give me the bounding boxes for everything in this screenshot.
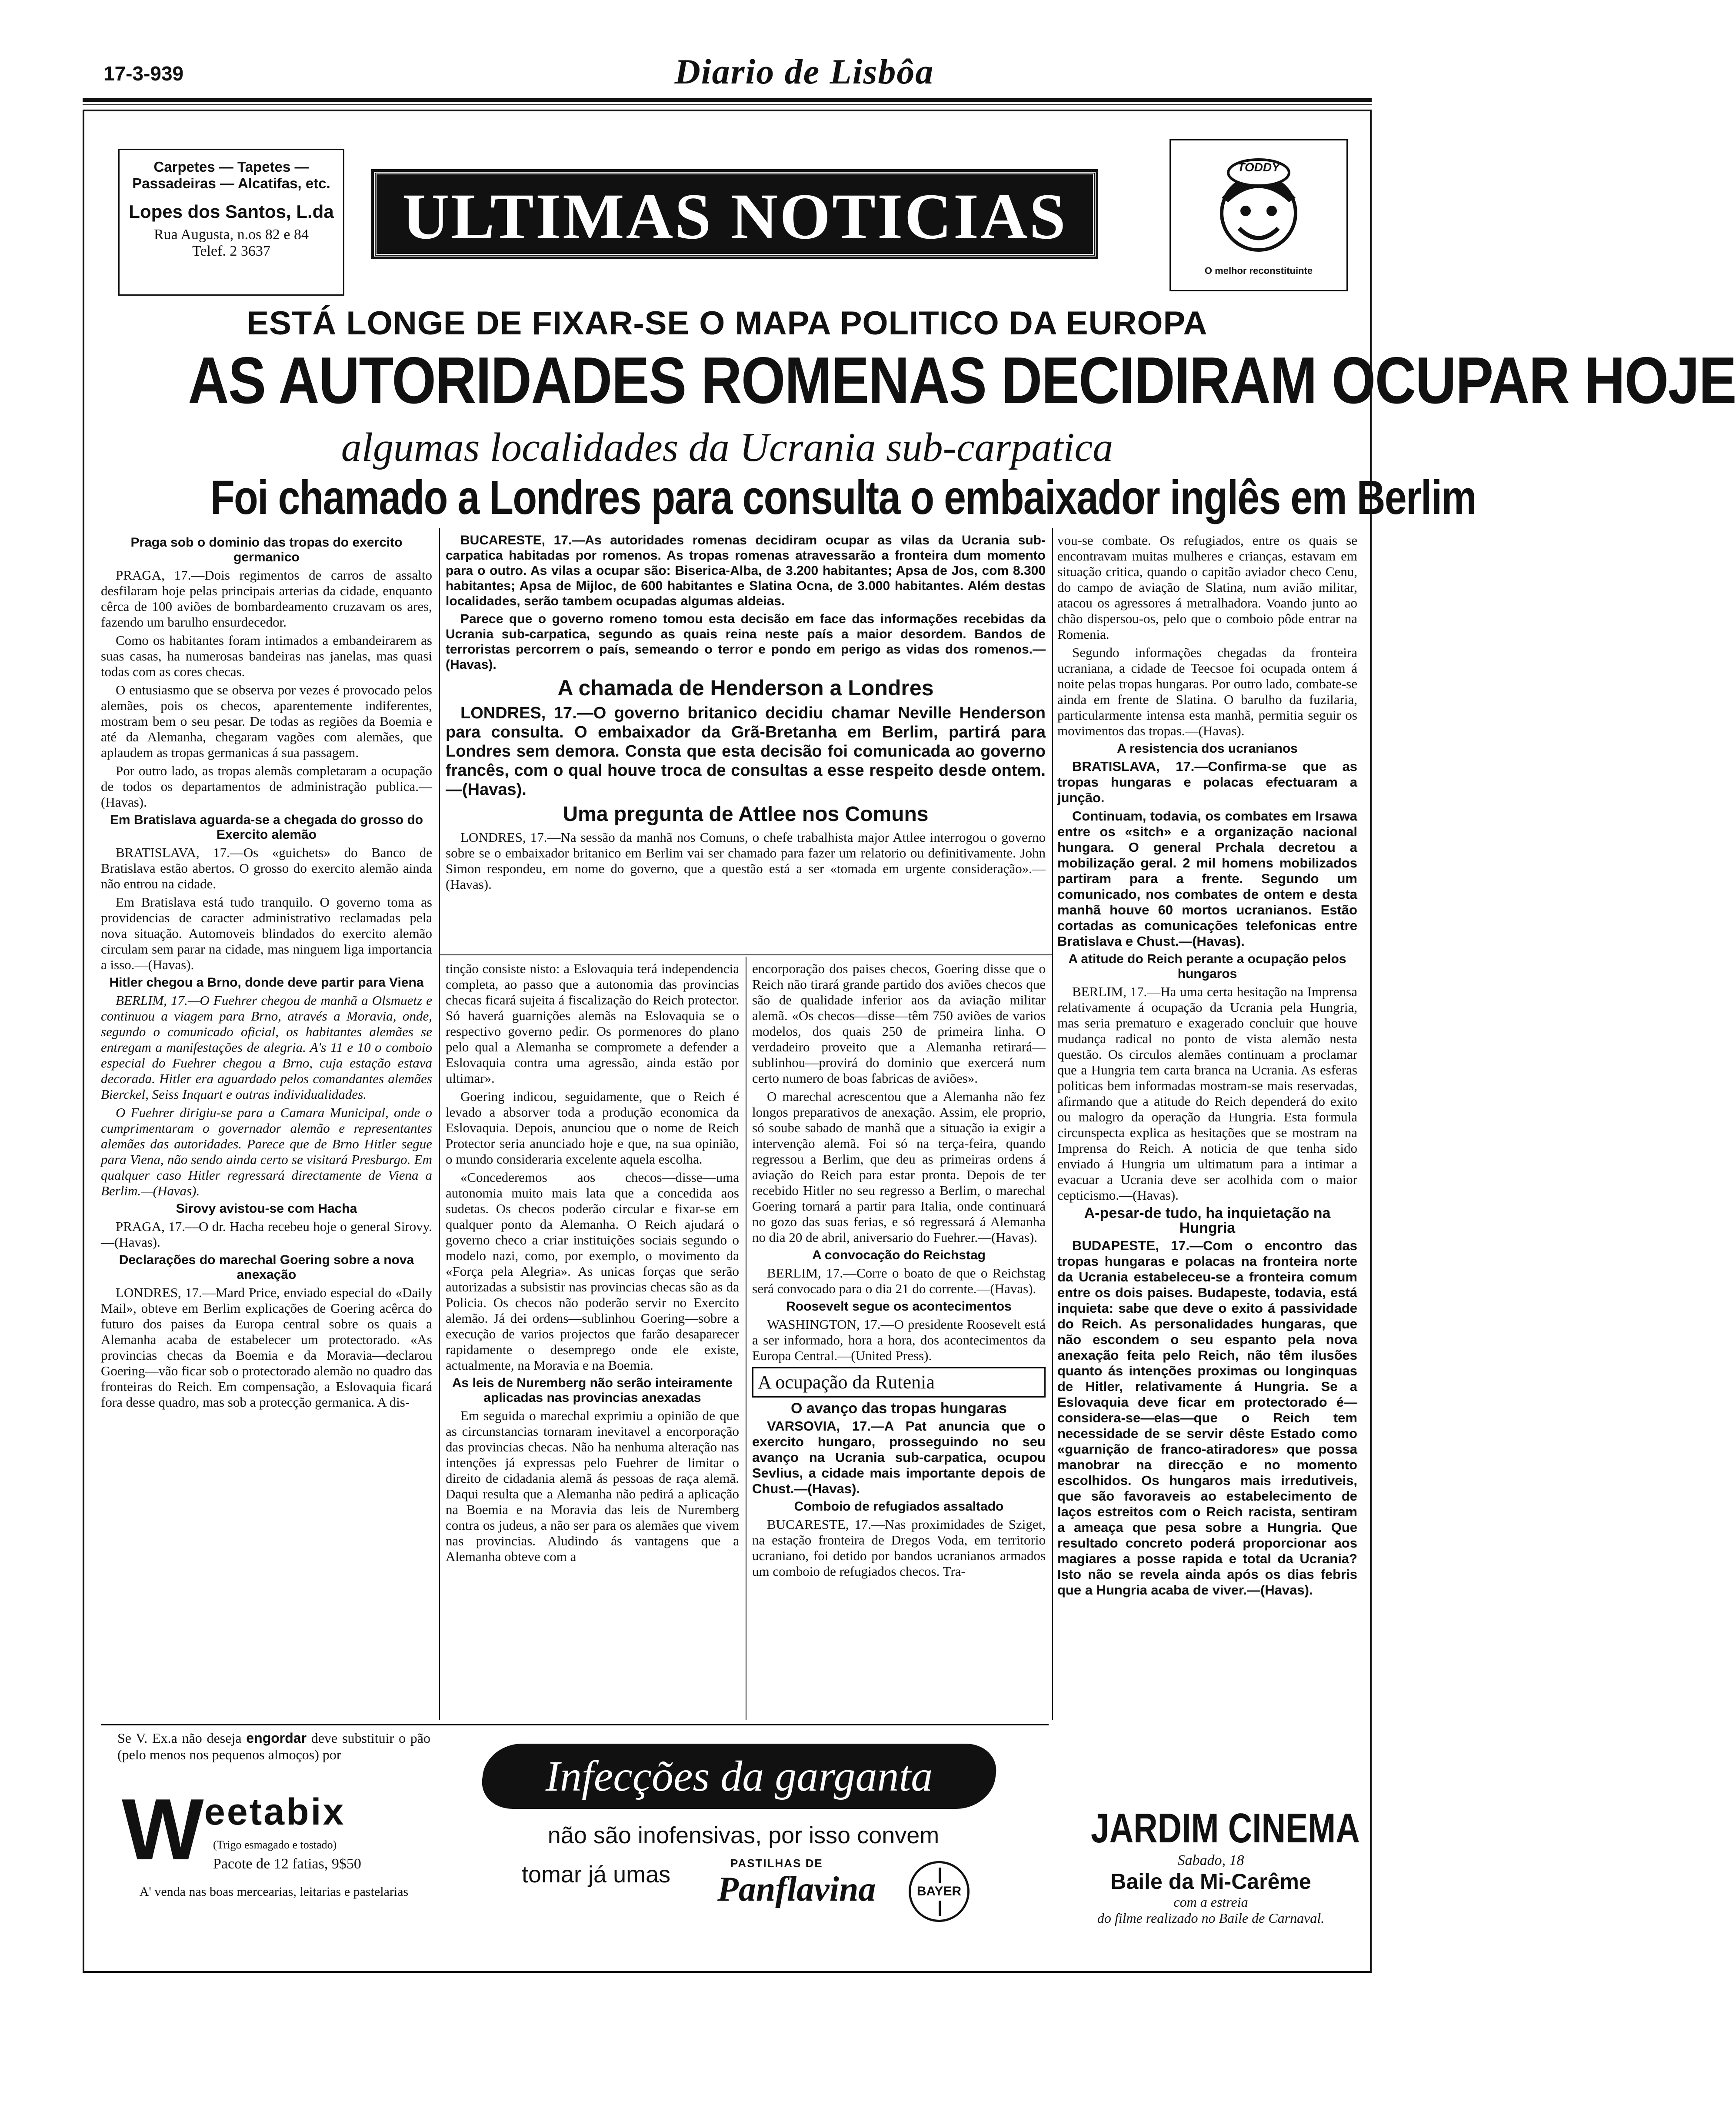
- bayer-label: BAYER: [916, 1884, 962, 1898]
- story-title: A convocação do Reichstag: [812, 1248, 986, 1262]
- toddy-brand: TODDY: [1237, 160, 1280, 174]
- ad-carpets-phone: Telef. 2 3637: [192, 243, 270, 259]
- ad-toddy: [1170, 139, 1348, 291]
- story-paragraph: Segundo informações chegadas da fronteira ucraniana, a cidade de Teecsoe foi ocupada ontem á noite pelas tropas hungaras. Por outro lado, combate-se ainda em frente de Slatina. O barulho da fuzilaria, particularmente intensa esta manhã, permitia seguir os movimentos das tropas.—(Havas).: [1057, 645, 1357, 738]
- ad-band-rule: [101, 1724, 1049, 1725]
- story-paragraph: O entusiasmo que se observa por vezes é provocado pelos alemães, pois os checos, aparentemente indiferentes, mostram bem o seu pesar. De todas as regiões da Boemia e até da Alemanha, chegaram vagões com alemães, que aplaudem as tropas germanicas á sua passagem.: [101, 682, 432, 760]
- story-paragraph: BUCARESTE, 17.—As autoridades romenas decidiram ocupar as vilas da Ucrania sub-carpatica habitadas por romenos. As tropas romenas atravessarão a fronteira dum momento para o outro. As vilas a ocupar são: Biserica-Alba, de 3.200 habitantes; Apsa de Jos, com 8.300 habitantes; Apsa de Mijloc, de 600 habitantes e Slatina Ocna, de 3.000 habitantes. Além destas localidades, serão tambem ocupadas algumas aldeias.: [446, 533, 1046, 608]
- story-paragraph: vou-se combate. Os refugiados, entre os quais se encontravam muitas mulheres e crianças, estavam em situação critica, quando o capitão aviador checo Cenu, do campo de aviação de Slatina, num avião militar, atacou os agressores á metralhadora. Voando junto ao chão dispersou-os, pelo que o comboio pôde entrar na Romenia.: [1057, 533, 1357, 642]
- weetabix-w: W: [122, 1781, 204, 1878]
- story-paragraph: Parece que o governo romeno tomou esta decisão em face das informações recebidas da Ucrania sub-carpatica, segundo as quais reina neste país a maior desordem. Bandos de terroristas percorrem o país, semeando o terror e pondo em perigo as vidas dos romenos.—(Havas).: [446, 612, 1046, 672]
- story-title: Praga sob o dominio das tropas do exercito germanico: [130, 535, 403, 564]
- story-title: Roosevelt segue os acontecimentos: [786, 1299, 1012, 1314]
- story-paragraph: Goering indicou, seguidamente, que o Reich é levado a absorver toda a produção economica da Eslovaquia. Depois, anunciou que o nome de Reich Protector seria anunciado hoje e que, na sua opinião, o mundo consideraria excelente aquela escolha.: [446, 1089, 739, 1167]
- story-paragraph: BRATISLAVA, 17.—Os «guichets» do Banco de Bratislava estão abertos. O grosso do exercito alemão ainda não entrou na cidade.: [101, 845, 432, 891]
- story-title: A-pesar-de tudo, ha inquietação na Hungria: [1084, 1205, 1331, 1236]
- weetabix-sale: A' venda nas boas mercearias, leitarias e pastelarias: [139, 1885, 409, 1899]
- story-paragraph: encorporação dos paises checos, Goering disse que o Reich não tirará grande partido dos aviões checos que são de qualidade inferior aos da aviação militar alemã. «Os checos—disse—têm 750 aviões de varios modelos, dos quais 250 de primeira linha. O verdadeiro proveito que a Alemanha retirará—sublinhou—provirá do dominio que exercerá num certo numero de boas fabricas de aviões».: [752, 961, 1046, 1086]
- story-paragraph: LONDRES, 17.—Mard Price, enviado especial do «Daily Mail», obteve em Berlim explicações de Goering acêrca do futuro dos paises da Europa central sobre os quais a Alemanha acaba de estabelecer um protectorado. «As provincias checas da Boemia e da Moravia—declarou Goering—vão ficar sob o protectorado alemão no quadro das fronteiras do Reich. Em compensação, a Eslovaquia ficará fora desse quadro, mas sob a protecção germanica. A dis-: [101, 1285, 432, 1410]
- story-paragraph: WASHINGTON, 17.—O presidente Roosevelt está a ser informado, hora a hora, dos acontecimentos da Europa Central.—(United Press).: [752, 1317, 1046, 1363]
- column-4: [1057, 533, 1357, 1601]
- panflavina-pastilhas: PASTILHAS DE: [730, 1857, 823, 1870]
- banner-text: ULTIMAS NOTICIAS: [402, 180, 1067, 253]
- ad-panflavina: [474, 1744, 1013, 1931]
- story-paragraph: BUDAPESTE, 17.—Com o encontro das tropas hungaras e polacas na fronteira norte da Ucrania estabeleceu-se a fronteira comum entre os dois paises. Budapeste, todavia, está inquieta: sabe que deve o exito á passividade do Reich. As personalidades hungaras, que não escondem o seu espanto pela nova anexação feita pelo Reich, não têm ilusões quanto ás intenções proximas ou longinquas de Hitler, relativamente á Hungria. Se a Eslovaquia deve ficar em protectorado é—considera-se—elas—que o Reich tem necessidade de se servir dêste Estado como «guarnição de franco-atiradores» que possa manobrar na direcção e no momento escolhidos. Os hungaros mais irredutiveis, que são favoraveis ao estabelecimento de laços estreitos com o Reich racista, sentiram a ameaça que pesa sobre a Hungria. Que resultado concreto poderá proporcionar aos magiares a posse rapida e total da Ucrania? Isto não se revela ainda após os dias febris que a Hungria acaba de viver.—(Havas).: [1057, 1238, 1357, 1598]
- cinema-event: Baile da Mi-Carême: [1110, 1869, 1311, 1894]
- ad-carpets-line2: Passadeiras — Alcatifas, etc.: [132, 175, 330, 191]
- story-paragraph: Continuam, todavia, os combates em Irsawa entre os «sitch» e a organização nacional hungara. O general Prchala decretou a mobilização geral. 2 mil homens mobilizados partiram para a frente. Segundo um comunicado, nos combates de ontem e desta manhã houve 60 mortos ucranianos. Estão cortadas as comunicações telefonicas entre Bratislava e Chust.—(Havas).: [1057, 808, 1357, 949]
- story-paragraph: BUCARESTE, 17.—Nas proximidades de Sziget, na estação fronteira de Dregos Voda, em territorio ucraniano, foi detido por bandos ucranianos armados um comboio de refugiados checos. Tra-: [752, 1517, 1046, 1579]
- masthead-rule: [83, 98, 1372, 102]
- rutenia-box-title: A ocupação da Rutenia: [752, 1367, 1046, 1398]
- bayer-cross-icon: [909, 1861, 970, 1922]
- story-paragraph: BRATISLAVA, 17.—Confirma-se que as tropas hungaras e polacas efectuaram a junção.: [1057, 759, 1357, 805]
- cinema-line2: do filme realizado no Baile de Carnaval.: [1097, 1910, 1325, 1926]
- column-rule: [1052, 528, 1053, 1720]
- story-title: A atitude do Reich perante a ocupação pelos hungaros: [1068, 952, 1346, 981]
- column-3: [752, 961, 1046, 1582]
- story-paragraph: Em Bratislava está tudo tranquilo. O governo toma as providencias de caracter administrativo reclamadas pela nova situação. Automoveis blindados do exercito alemão circulam sem parar na cidade, mas ninguem liga importancia a isso.—(Havas).: [101, 894, 432, 972]
- ultimas-noticias-banner: [374, 172, 1096, 257]
- issue-date: 17-3-939: [103, 62, 184, 85]
- panflavina-line2: tomar já umas: [522, 1861, 671, 1888]
- story-title: Sirovy avistou-se com Hacha: [176, 1201, 357, 1216]
- story-paragraph: LONDRES, 17.—O governo britanico decidiu chamar Neville Henderson para consulta. O embaixador da Grã-Bretanha em Berlim, partirá para Londres sem demora. Consta que esta decisão foi comunicada ao governo francês, com o qual houve troca de consultas a esse respeito desde ontem.—(Havas).: [446, 704, 1046, 799]
- story-title: Uma pregunta de Attlee nos Comuns: [563, 803, 929, 826]
- story-title: O avanço das tropas hungaras: [791, 1400, 1007, 1417]
- masthead-rule-thin: [83, 104, 1372, 105]
- column-1: [101, 533, 432, 1413]
- ad-carpets: [118, 149, 344, 296]
- center-top-story: [446, 533, 1046, 895]
- story-paragraph: VARSOVIA, 17.—A Pat anuncia que o exercito hungaro, prosseguindo no seu avanço na Ucrania sub-carpatica, ocupou Sevlius, a cidade mais importante depois de Chust.—(Havas).: [752, 1418, 1046, 1496]
- masthead: Diario de Lisbôa: [674, 52, 934, 91]
- column-2: [446, 961, 739, 1567]
- ad-weetabix: [117, 1730, 430, 1934]
- story-title: Declarações do marechal Goering sobre a nova anexação: [119, 1253, 414, 1282]
- ad-jardim-cinema: [1061, 1805, 1361, 1935]
- panflavina-banner: [478, 1744, 1000, 1809]
- ad-carpets-company: Lopes dos Santos, L.da: [129, 201, 334, 222]
- cinema-day: Sabado, 18: [1177, 1852, 1244, 1868]
- weetabix-intro: Se V. Ex.a não deseja: [117, 1730, 247, 1746]
- weetabix-pack: Pacote de 12 fatias, 9$50: [213, 1856, 361, 1872]
- ad-carpets-line1: Carpetes — Tapetes —: [153, 159, 309, 175]
- story-paragraph: PRAGA, 17.—O dr. Hacha recebeu hoje o general Sirovy.—(Havas).: [101, 1219, 432, 1250]
- second-headline: Foi chamado a Londres para consulta o embaixador inglês em Berlim: [210, 471, 1476, 524]
- weetabix-brand: eetabix: [204, 1791, 346, 1833]
- story-paragraph: Por outro lado, as tropas alemãs completaram a ocupação de todos os departamentos de administração publica.—(Havas).: [101, 763, 432, 810]
- kicker-headline: ESTÁ LONGE DE FIXAR-SE O MAPA POLITICO DA EUROPA: [247, 305, 1208, 342]
- story-title: A chamada de Henderson a Londres: [557, 676, 934, 700]
- center-divider: [440, 954, 1052, 955]
- story-paragraph: BERLIM, 17.—Corre o boato de que o Reichstag será convocado para o dia 21 do corrente.—(Havas).: [752, 1265, 1046, 1296]
- story-paragraph: PRAGA, 17.—Dois regimentos de carros de assalto desfilaram hoje pelas principais arterias da cidade, enquanto cêrca de 100 aviões de bombardeamento cruzavam os ares, fazendo um barulho ensurdecedor.: [101, 567, 432, 630]
- panflavina-brand: Panflavina: [717, 1870, 876, 1908]
- cinema-name: JARDIM CINEMA: [1091, 1805, 1360, 1851]
- panflavina-line1: não são inofensivas, por isso convem: [547, 1822, 940, 1848]
- panflavina-script: Infecções da garganta: [545, 1752, 933, 1800]
- weetabix-intro-bold: engordar: [246, 1730, 307, 1746]
- weetabix-intro-end: deve substituir o pão (pelo menos nos pequenos almoços) por: [117, 1730, 431, 1762]
- story-title: Em Bratislava aguarda-se a chegada do grosso do Exercito alemão: [110, 813, 423, 842]
- story-paragraph: tinção consiste nisto: a Eslovaquia terá independencia completa, ao passo que a autonomia das provincias checas ficará sujeita á fiscalização do Reich protector. Só haverá guarnições alemãs na Eslovaquia se o respectivo governo pedir. Os pormenores do plano pelo qual a Alemanha se compromete a defender a Eslovaquia contra uma agressão, ainda estão por ultimar».: [446, 961, 739, 1086]
- story-paragraph: O marechal acrescentou que a Alemanha não fez longos preparativos de anexação. Assim, ele proprio, só soube sabado de manhã que a situação ia exigir a intervenção alemã. Foi só na terça-feira, quando regressou a Berlim, que deu as primeiras ordens á aviação do Reich para estar pronta. Depois de ter recebido Hitler no seu regresso a Berlim, o marechal Goering tornará a partir para Italia, onde continuará no gozo das suas ferias, e só regressará á Alemanha no dia 20 de abril, aniversario do Fuehrer.—(Havas).: [752, 1089, 1046, 1245]
- story-title: Comboio de refugiados assaltado: [794, 1499, 1004, 1514]
- weetabix-note: (Trigo esmagado e tostado): [213, 1838, 337, 1851]
- cinema-line1: com a estreia: [1173, 1894, 1248, 1910]
- story-paragraph: BERLIM, 17.—Ha uma certa hesitação na Imprensa relativamente á ocupação da Ucrania pela Hungria, mas seria prematuro e exagerado concluir que houve mudança radical no ponto de vista alemão nesta questão. Os circulos alemães continuam a proclamar que a Hungria tem carta branca na Ucrania. As esferas politicas bem informadas mostram-se mais reservadas, afirmando que a atitude do Reich dependerá do exito ou malogro da operação da Hungria. Esta formula circunspecta explica as hesitações que se mostram na Imprensa do Reich. A noticia de que tenha sido enviado á Hungria um ultimatum para a intimar a evacuar a Ucrania deve ser acolhida com o maior cepticismo.—(Havas).: [1057, 984, 1357, 1203]
- story-paragraph: LONDRES, 17.—Na sessão da manhã nos Comuns, o chefe trabalhista major Attlee interrogou o governo sobre se o embaixador britanico em Berlim vai ser chamado para fazer um relatorio ou definitivamente. John Simon respondeu, em nome do governo, que a questão está a ser «tomada em urgente consideração».—(Havas).: [446, 830, 1046, 892]
- toddy-slogan: O melhor reconstituinte: [1204, 265, 1313, 276]
- story-paragraph: «Concederemos aos checos—disse—uma autonomia muito mais lata que a concedida aos sudetas. Os checos poderão circular e fixar-se em qualquer ponto da Alemanha. O Reich ajudará o governo checo a criar instituições sociais segundo o modelo nazi, como, por exemplo, o movimento da «Força pela Alegria». As unicas forças que serão autorizadas a subsistir nas provincias checas são as da Policia. Os checos não poderão servir no Exercito alemão. Já dei ordens—sublinhou Goering—sobre a execução de varios projectos que farão desaparecer rapidamente o desemprego onde ele existe, actualmente, na Moravia e na Boemia.: [446, 1170, 739, 1373]
- story-title: A resistencia dos ucranianos: [1117, 741, 1298, 756]
- story-title: Hitler chegou a Brno, donde deve partir para Viena: [109, 975, 424, 990]
- story-paragraph: Em seguida o marechal exprimiu a opinião de que as circunstancias tornaram inevitavel a encorporação das provincias checas. Não ha nenhuma alteração nas intenções já expressas pelo Fuehrer de limitar o direito de cidadania alemã ás pessoas de raça alemã. Daqui resulta que a Alemanha não pedirá a aplicação na Boemia e na Moravia das leis de Nuremberg contra os judeus, a não ser para os alemães que vivem nas provincias. Aludindo ás vantagens que a Alemanha obteve com a: [446, 1408, 739, 1564]
- story-paragraph: BERLIM, 17.—O Fuehrer chegou de manhã a Olsmuetz e continuou a viagem para Brno, através a Moravia, onde, segundo o comunicado oficial, os habitantes alemães se entregam a manifestações de alegria. A's 11 e 10 o comboio especial do Fuehrer chegou a Brno, cuja estação estava decorada. Hitler era aguardado pelos comandantes alemães Bierckel, Seiss Inquart e outras individualidades.: [101, 993, 432, 1102]
- ad-carpets-address: Rua Augusta, n.os 82 e 84: [153, 227, 309, 243]
- deck-headline: algumas localidades da Ucrania sub-carpatica: [341, 425, 1113, 470]
- main-headline: AS AUTORIDADES ROMENAS DECIDIRAM OCUPAR HOJE: [188, 344, 1736, 417]
- story-paragraph: Como os habitantes foram intimados a embandeirarem as suas casas, ha numerosas bandeiras nas janelas, mas quasi todas com as cores checas.: [101, 633, 432, 679]
- column-rule: [439, 528, 440, 1720]
- story-title: As leis de Nuremberg não serão inteiramente aplicadas nas provincias anexadas: [452, 1376, 733, 1405]
- story-paragraph: O Fuehrer dirigiu-se para a Camara Municipal, onde o cumprimentaram o governador alemão e representantes alemães das autoridades. Parece que de Brno Hitler segue para Viena, não sendo ainda certo se visitará Presburgo. Em qualquer caso Hitler regressará directamente de Viena a Berlim.—(Havas).: [101, 1105, 432, 1198]
